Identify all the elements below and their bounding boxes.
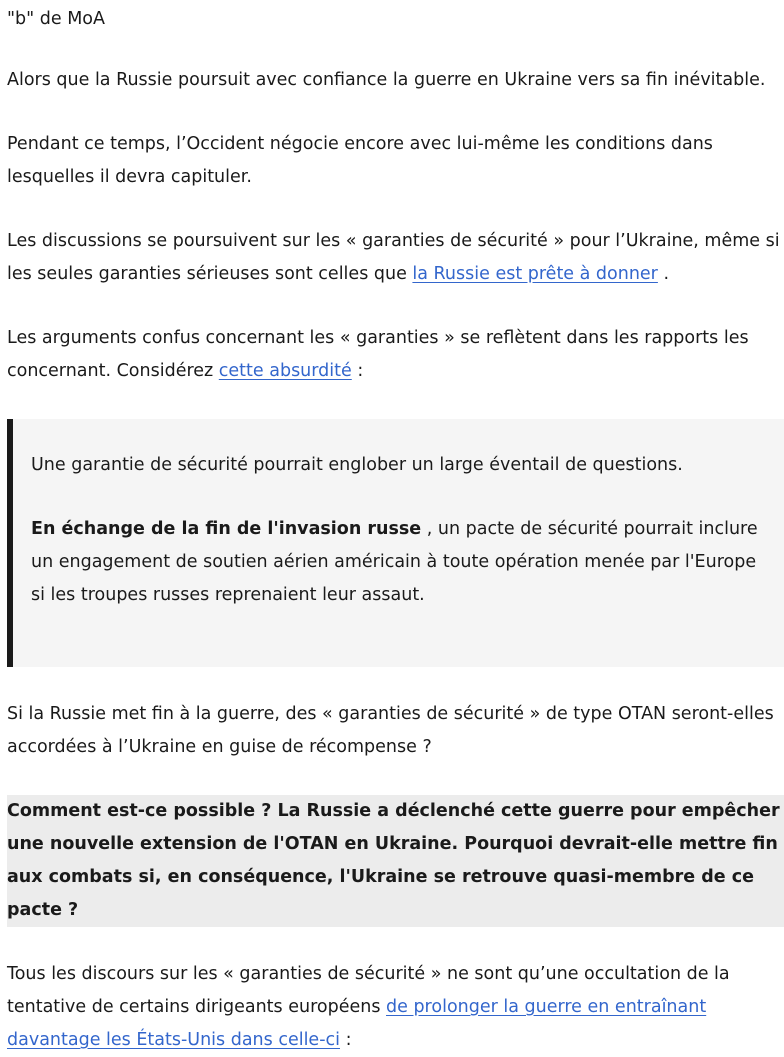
paragraph-european-end: : [340, 1030, 352, 1050]
paragraph-european-leaders [7, 958, 780, 1057]
paragraph-confused-end: : [351, 361, 364, 381]
quote-paragraph-1: Une garantie de sécurité pourrait englober un large éventail de questions. [31, 455, 683, 475]
paragraph-reward-text: Si la Russie met fin à la guerre, des « garanties de sécurité » de type OTAN seront-elles accordées à l’Ukraine en guise de récompense ? [7, 704, 774, 757]
paragraph-west-negotiates [7, 128, 780, 194]
paragraph-intro-text: Alors que la Russie poursuit avec confiance la guerre en Ukraine vers sa fin inévitable. [7, 70, 766, 90]
paragraph-west-text: Pendant ce temps, l’Occident négocie encore avec lui-même les conditions dans lesquelles il devra capituler. [7, 134, 713, 187]
paragraph-guarantees-end: . [657, 264, 670, 284]
paragraph-guarantees [7, 225, 780, 291]
blockquote [7, 419, 784, 667]
highlighted-paragraph-text: Comment est-ce possible ? La Russie a déclenché cette guerre pour empêcher une nouvelle extension de l'OTAN en Ukraine. Pourquoi devrait-elle mettre fin aux combats si, en conséquence, l'Ukraine se retrouve quasi-membre de ce pacte ? [7, 801, 780, 920]
link-prolong-war[interactable]: de prolonger la guerre en entraînant davantage les États-Unis dans celle-ci [7, 997, 707, 1050]
byline: "b" de MoA [7, 9, 105, 29]
highlighted-paragraph [7, 795, 784, 927]
paragraph-european-text: Tous les discours sur les « garanties de sécurité » ne sont qu’une occultation de la tentative de certains dirigeants européens [7, 964, 730, 1017]
paragraph-intro [7, 64, 780, 97]
paragraph-confused-text: Les arguments confus concernant les « garanties » se reflètent dans les rapports les concernant. Considérez [7, 328, 749, 381]
link-russia-ready[interactable]: la Russie est prête à donner [412, 264, 658, 284]
link-absurdity[interactable]: cette absurdité [218, 361, 352, 381]
quote-bold-lead: En échange de la fin de l'invasion russe [31, 519, 422, 539]
paragraph-confused-arguments [7, 322, 780, 388]
quote-paragraph-2 [31, 513, 764, 612]
paragraph-reward-question [7, 698, 780, 764]
paragraph-guarantees-text: Les discussions se poursuivent sur les « garanties de sécurité » pour l’Ukraine, même si les seules garanties sérieuses sont celles que [7, 231, 780, 284]
quote-paragraph-2-text: , un pacte de sécurité pourrait inclure un engagement de soutien aérien américain à toute opération menée par l'Europe si les troupes russes reprenaient leur assaut. [31, 519, 758, 605]
